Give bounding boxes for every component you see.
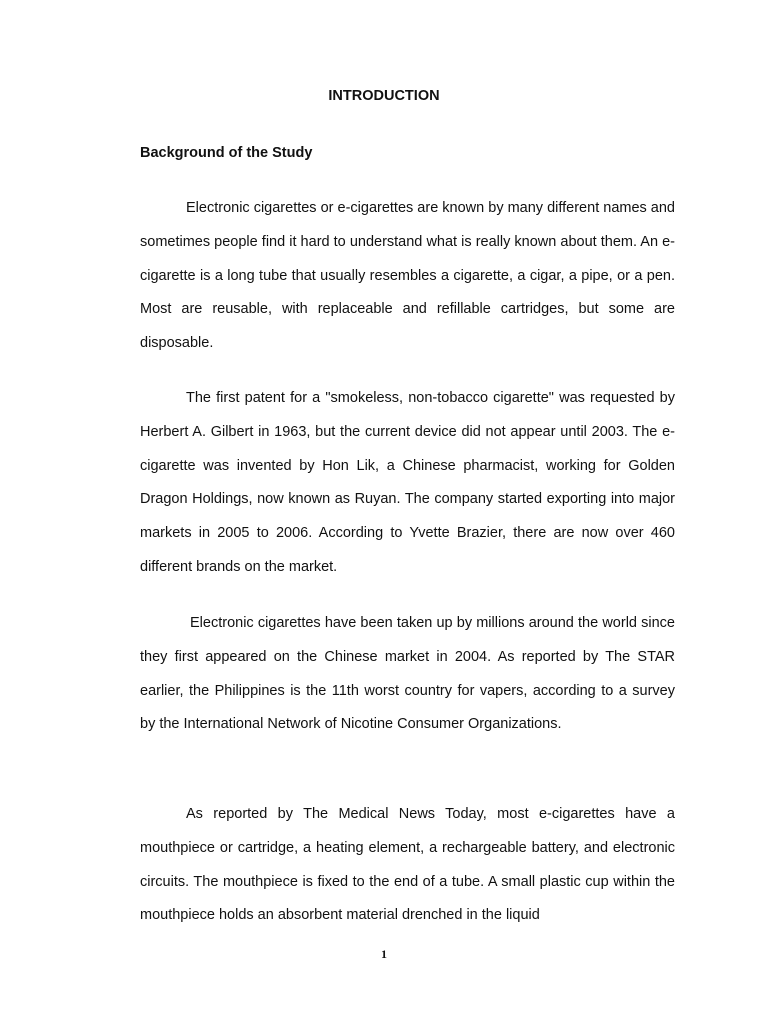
page-number: 1 <box>381 947 387 961</box>
page-heading: INTRODUCTION <box>328 88 440 104</box>
section-title: Background of the Study <box>140 145 313 161</box>
paragraph-4: As reported by The Medical News Today, most e-cigarettes have a mouthpiece or cartridge, a heating element, a rechargeable battery, and electronic circuits. The mouthpiece is fixed to the end of a tube. A small plastic cup within the mouthpiece holds an absorbent material drenched in the liquid <box>140 806 675 924</box>
paragraph-2: The first patent for a "smokeless, non-tobacco cigarette" was requested by Herbert A. Gilbert in 1963, but the current device did not appear until 2003. The e-cigarette was invented by Hon Lik, a Chinese pharmacist, working for Golden Dragon Holdings, now known as Ruyan. The company started exporting into major markets in 2005 to 2006. According to Yvette Brazier, there are now over 460 different brands on the market. <box>140 390 675 575</box>
paragraph-3: Electronic cigarettes have been taken up by millions around the world since they first appeared on the Chinese market in 2004. As reported by The STAR earlier, the Philippines is the 11th worst country for vapers, according to a survey by the International Network of Nicotine Consumer Organizations. <box>140 615 675 733</box>
paragraph-1: Electronic cigarettes or e-cigarettes are known by many different names and sometimes people find it hard to understand what is really known about them. An e-cigarette is a long tube that usually resembles a cigarette, a cigar, a pipe, or a pen. Most are reusable, with replaceable and refillable cartridges, but some are disposable. <box>140 200 675 352</box>
